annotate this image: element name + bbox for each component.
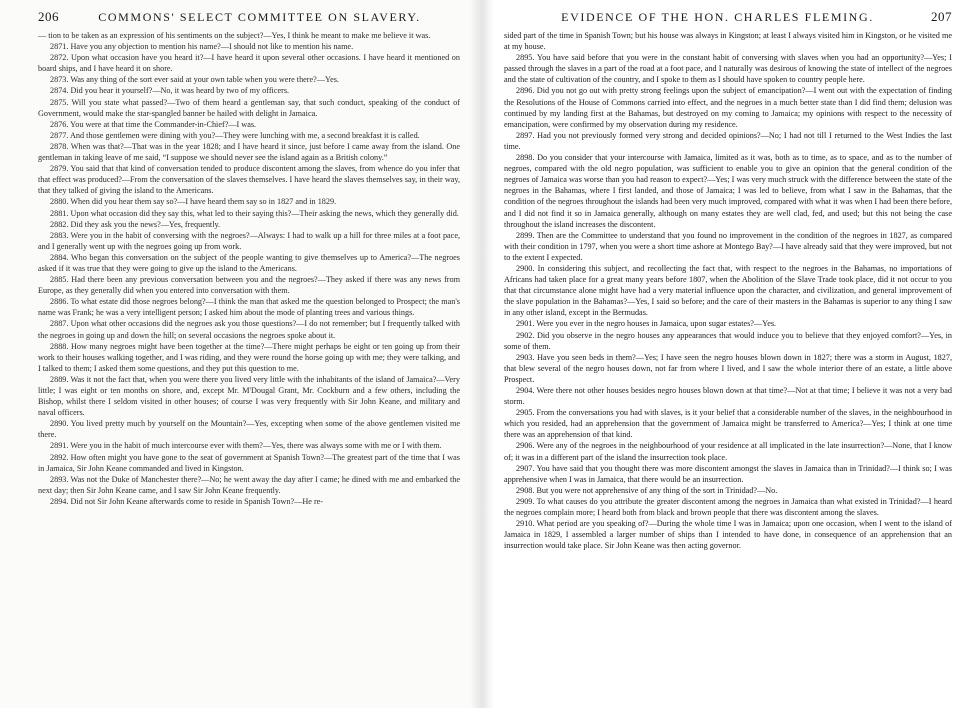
- testimony-paragraph: 2881. Upon what occasion did they say this, what led to their saying this?—Their asking the news, which they generally did.: [50, 208, 459, 218]
- right-page-body: [504, 30, 952, 551]
- testimony-paragraph: 2885. Had there been any previous conversation between you and the negroes?—They asked if there was any news from Europe, as they generally did when you entered into conversation with them.: [38, 275, 460, 296]
- testimony-paragraph: 2892. How often might you have gone to the seat of government at Spanish Town?—The greatest part of the time that I was in Jamaica, Sir John Keane commanded and lived in Kingston.: [38, 452, 460, 473]
- testimony-paragraph: 2900. In considering this subject, and recollecting the fact that, with respect to the negroes in the Bahamas, no importations of Africans had taken place for a great many years before 1807, when the Abolition of the Slave Trade took place, did it not occur to you that that circumstance alone might have had a very material influence upon the character, and civilization, and general improvement of the slave population in the Bahamas?—Yes, I said so before; and the care of their masters in the Bahamas is superior to any thing I saw in any other island, except in the Bermudas.: [504, 263, 952, 318]
- testimony-paragraph: 2872. Upon what occasion have you heard it?—I have heard it upon several other occasions. I have heard it mentioned on board ships, and I have heard it on shore.: [38, 53, 460, 74]
- testimony-paragraph: 2898. Do you consider that your intercourse with Jamaica, limited as it was, both as to time, as to space, and as to the number of negroes, compared with the old negro population, was sufficient to enable you to give an opinion that the general condition of the negroes of Jamaica was worse than you had reason to expect?—Yes; I was very much struck with the difference between the state of the negroes in the Bahamas, where I first landed, and those of Jamaica; I was led to believe, from what I saw in the Bahamas, that the condition of the negroes throughout the islands had been very much improved, compared with what it was when I had been there before, and I did not find it so in Jamaica generally, although on many estates they are well clad, fed, and used; but this not being the case throughout the island increases the discontent.: [504, 153, 952, 229]
- testimony-paragraph: 2895. You have said before that you were in the constant habit of conversing with slaves when you had an opportunity?—Yes; I passed through the slaves in a part of the road at a foot pace, and I naturally was desirous of knowing the state of intellect of the negroes and the state of cultivation of the country, and I spoke to them as I should have spoken to country people here.: [504, 53, 952, 85]
- testimony-paragraph: 2873. Was any thing of the sort ever said at your own table when you were there?—Yes.: [50, 75, 339, 85]
- testimony-paragraph: 2897. Had you not previously formed very strong and decided opinions?—No; I had not till I returned to the West Indies the last time.: [504, 130, 952, 151]
- testimony-paragraph: 2883. Were you in the habit of conversing with the negroes?—Always: I had to walk up a hill for three miles at a foot pace, and I generally went up with the negroes going up from work.: [38, 230, 460, 251]
- testimony-paragraph: 2871. Have you any objection to mention his name?—I should not like to mention his name.: [50, 42, 354, 52]
- testimony-paragraph: 2907. You have said that you thought there was more discontent amongst the slaves in Jamaica than in Trinidad?—I think so; I was apprehensive when I was in Jamaica, that there would be an insurrection.: [504, 463, 952, 484]
- testimony-paragraph: 2882. Did they ask you the news?—Yes, frequently.: [50, 219, 221, 229]
- testimony-paragraph: 2877. And those gentlemen were dining with you?—They were lunching with me, a second breakfast it is called.: [50, 130, 420, 140]
- testimony-paragraph: 2903. Have you seen beds in them?—Yes; I have seen the negro houses blown down in 1827; there was a storm in August, 1827, that blew several of the negro houses down, not far from where I lived, and I saw the whole interior there of an estate, a little above Prospect.: [504, 352, 952, 384]
- testimony-paragraph: 2875. Will you state what passed?—Two of them heard a gentleman say, that such conduct, speaking of the conduct of Government, would make the star-spangled banner be hailed with delight in Jamaica.: [38, 97, 460, 118]
- testimony-paragraph: 2886. To what estate did those negroes belong?—I think the man that asked me the question belonged to Prospect; the man's name was Frank; he was a very intelligent person; I asked him about the mode of planting trees and various things.: [38, 297, 460, 318]
- testimony-paragraph: 2901. Were you ever in the negro houses in Jamaica, upon sugar estates?—Yes.: [516, 319, 777, 329]
- right-page-number: 207: [931, 9, 952, 24]
- left-page-header: [38, 6, 460, 28]
- right-page: [478, 0, 980, 708]
- testimony-paragraph: 2891. Were you in the habit of much intercourse ever with them?—Yes, there was always some with me or I with them.: [50, 441, 442, 451]
- testimony-paragraph: 2908. But you were not apprehensive of any thing of the sort in Trinidad?—No.: [516, 485, 778, 495]
- right-running-head: EVIDENCE OF THE HON. CHARLES FLEMING.: [561, 10, 874, 24]
- testimony-paragraph: 2894. Did not Sir John Keane afterwards come to reside in Spanish Town?—He re-: [50, 496, 324, 506]
- testimony-paragraph: 2876. You were at that time the Commander-in-Chief?—I was.: [50, 119, 257, 129]
- testimony-paragraph: 2910. What period are you speaking of?—During the whole time I was in Jamaica; upon one occasion, when I went to the island of Jamaica in 1829, I assembled a larger number of ships than I intended to have done, in consequence of an apprehension that an insurrection would take place. Sir John Keane was then acting governor.: [504, 519, 952, 551]
- testimony-paragraph: 2896. Did you not go out with pretty strong feelings upon the subject of emancipation?—I went out with the expectation of finding the Resolutions of the House of Commons carried into effect, and the negroes in a much better state than I did find them; delusion was continued by my landing first at the Bahamas, but destroyed on my coming to Jamaica; my opinions with respect to the necessity of emancipation, were confirmed by my observation during my residence.: [504, 86, 952, 129]
- left-running-head: COMMONS' SELECT COMMITTEE ON SLAVERY.: [98, 10, 421, 24]
- left-page: [0, 0, 478, 708]
- testimony-paragraph: 2874. Did you hear it yourself?—No, it was heard by two of my officers.: [50, 86, 290, 96]
- testimony-paragraph: 2906. Were any of the negroes in the neighbourhood of your residence at all implicated in the late insurrection?—None, that I know of; it was in a different part of the island the insurrection took place.: [504, 441, 952, 462]
- testimony-paragraph: — tion to be taken as an expression of his sentiments on the subject?—Yes, I think he meant to make me believe it was.: [38, 31, 431, 40]
- testimony-paragraph: 2889. Was it not the fact that, when you were there you lived very little with the inhabitants of the island of Jamaica?—Very little; I was eight or ten months on shore, and, except Mr. M'Dougal Grant, Mr. Cockburn and a few others, including the Bishop, whilst there I seldom visited in other houses; of course I was very frequently with Sir John Keane, and military and naval officers.: [38, 374, 460, 418]
- testimony-paragraph: sided part of the time in Spanish Town; but his house was always in Kingston; at least I always visited him in Kingston, or he visited me at my house.: [504, 31, 952, 52]
- testimony-paragraph: 2893. Was not the Duke of Manchester there?—No; he went away the day after I came; he dined with me and embarked the next day; then Sir John Keane came, and I saw Sir John Keane frequently.: [38, 474, 460, 495]
- testimony-paragraph: 2890. You lived pretty much by yourself on the Mountain?—Yes, excepting when some of the above gentlemen visited me there.: [38, 419, 460, 440]
- testimony-paragraph: 2887. Upon what other occasions did the negroes ask you those questions?—I do not remember; but I frequently talked with the negroes in going up and down the hill; on several occasions the negroes spoke about it.: [38, 319, 460, 340]
- testimony-paragraph: 2878. When was that?—That was in the year 1828; and I have heard it since, just before I came away from the island. One gentleman in taking leave of me said, “I suppose we should never see the island again as a British colony.”: [38, 141, 460, 163]
- testimony-paragraph: 2904. Were there not other houses besides negro houses blown down at that time?—Not at that time; I believe it was not a very bad storm.: [504, 386, 952, 407]
- testimony-paragraph: 2888. How many negroes might have been together at the time?—There might perhaps be eight or ten going up from their work to their houses walking together, and I was riding, and they were round the horse going up with me; they were talking, and I talked to them; I asked them some questions, and they put this question to me.: [38, 341, 460, 373]
- testimony-paragraph: 2909. To what causes do you attribute the greater discontent among the negroes in Jamaica than what existed in Trinidad?—I heard the negroes complain more; I heard both from black and brown people that there was discontent among the slaves.: [504, 496, 952, 518]
- testimony-paragraph: 2902. Did you observe in the negro houses any appearances that would induce you to believe that they enjoyed comfort?—Yes, in some of them.: [504, 330, 952, 351]
- testimony-paragraph: 2899. Then are the Committee to understand that you found no improvement in the condition of the negroes in 1827, as compared with their condition in 1797, when you were a short time ashore at Montego Bay?—I have already said that they were improved, but not to the extent I expected.: [504, 230, 952, 262]
- testimony-paragraph: 2879. You said that that kind of conversation tended to produce discontent among the slaves, from whence do you infer that that effect was produced?—From the conversation of the slaves themselves. I have heard the slaves themselves say, in their way, that they talked of giving the island to the Americans.: [38, 164, 460, 196]
- testimony-paragraph: 2884. Who began this conversation on the subject of the people wanting to give themselves up to America?—The negroes asked if it was true that they were going to give up the island to the Americans.: [38, 252, 460, 273]
- testimony-paragraph: 2880. When did you hear them say so?—I have heard them say so in 1827 and in 1829.: [50, 197, 337, 207]
- left-page-body: [38, 30, 460, 507]
- right-page-header: [504, 6, 952, 28]
- left-page-number: 206: [38, 9, 59, 24]
- testimony-paragraph: 2905. From the conversations you had with slaves, is it your belief that a considerable number of the slaves, in the neighbourhood in which you resided, had an apprehension that the government of Jamaica might be transferred to America?—Yes; I think at one time there was an apprehension of that kind.: [504, 408, 952, 440]
